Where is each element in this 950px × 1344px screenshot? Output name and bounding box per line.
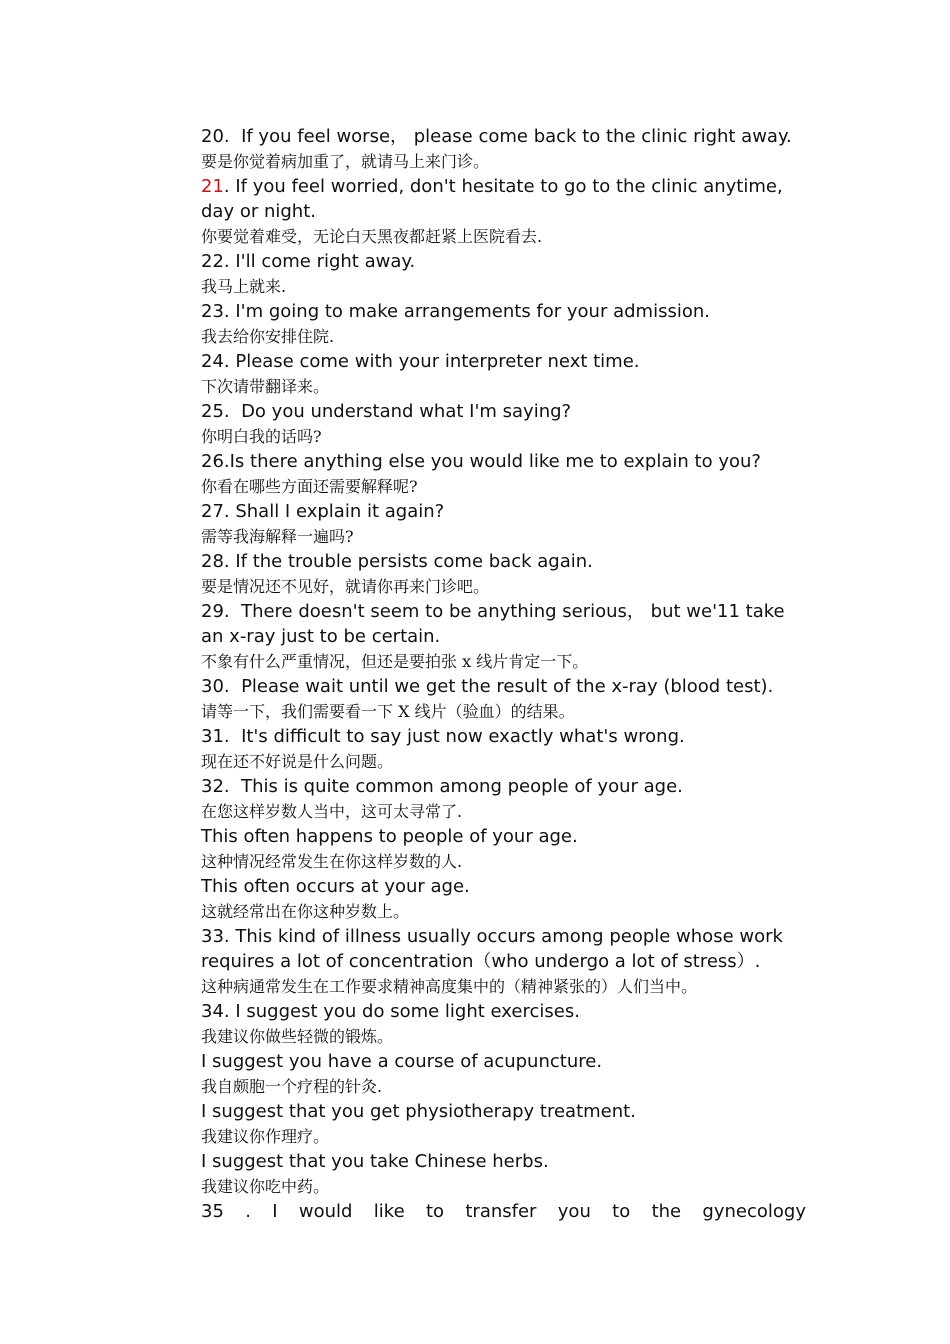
english-line: 25. Do you understand what I'm saying?: [201, 401, 572, 422]
english-line: [201, 174, 806, 224]
english-line: 28. If the trouble persists come back again.: [201, 551, 593, 572]
english-line: 23. I'm going to make arrangements for your admission.: [201, 301, 710, 322]
chinese-line: 这种病通常发生在工作要求精神高度集中的（精神紧张的）人们当中。: [201, 977, 698, 996]
english-line: 32. This is quite common among people of your age.: [201, 776, 683, 797]
chinese-line: 我去给你安排住院.: [201, 327, 335, 346]
english-line: I suggest that you get physiotherapy treatment.: [201, 1101, 636, 1122]
english-line: 34. I suggest you do some light exercises.: [201, 1001, 580, 1022]
chinese-line: 下次请带翻译来。: [201, 377, 330, 396]
document-page: [201, 124, 806, 1224]
chinese-line: 我自颇胞一个疗程的针灸.: [201, 1077, 383, 1096]
english-line: 30. Please wait until we get the result of the x-ray (blood test).: [201, 676, 774, 697]
english-line: 26.Is there anything else you would like me to explain to you?: [201, 451, 761, 472]
chinese-line: 这就经常出在你这种岁数上。: [201, 902, 410, 921]
english-line: 33. This kind of illness usually occurs among people whose work requires a lot of concentration（who undergo a lot of stress）.: [201, 926, 789, 972]
chinese-line: 我建议你做些轻微的锻炼。: [201, 1027, 394, 1046]
chinese-line: 不象有什么严重情况，但还是要拍张 x 线片肯定一下。: [201, 652, 589, 671]
english-line: 29. There doesn't seem to be anything serious， but we'11 take an x-ray just to be certain.: [201, 601, 791, 647]
chinese-line: 你明白我的话吗?: [201, 427, 322, 446]
english-line: 20. If you feel worse， please come back to the clinic right away.: [201, 126, 792, 147]
chinese-line: 这种情况经常发生在你这样岁数的人.: [201, 852, 463, 871]
chinese-line: 在您这样岁数人当中，这可太寻常了.: [201, 802, 463, 821]
chinese-line: 你要觉着难受，无论白天黑夜都赶紧上医院看去.: [201, 227, 543, 246]
chinese-line: 要是你觉着病加重了，就请马上来门诊。: [201, 152, 490, 171]
english-line: This often happens to people of your age.: [201, 826, 578, 847]
chinese-line: 我建议你作理疗。: [201, 1127, 330, 1146]
line-text: . If you feel worried, don't hesitate to go to the clinic anytime, day or night.: [201, 176, 789, 222]
english-line: 24. Please come with your interpreter next time.: [201, 351, 640, 372]
chinese-line: 我建议你吃中药。: [201, 1177, 330, 1196]
chinese-line: 请等一下，我们需要看一下 X 线片（验血）的结果。: [201, 702, 575, 721]
english-line: This often occurs at your age.: [201, 876, 470, 897]
chinese-line: 我马上就来.: [201, 277, 287, 296]
english-line: 27. Shall I explain it again?: [201, 501, 445, 522]
english-line: I suggest you have a course of acupuncture.: [201, 1051, 603, 1072]
english-line: 31. It's difficult to say just now exactly what's wrong.: [201, 726, 685, 747]
english-line: 22. I'll come right away.: [201, 251, 416, 272]
chinese-line: 现在还不好说是什么问题。: [201, 752, 394, 771]
english-line: 35 . I would like to transfer you to the gynecology: [201, 1201, 806, 1222]
chinese-line: 需等我海解释一遍吗?: [201, 527, 354, 546]
english-line: I suggest that you take Chinese herbs.: [201, 1151, 549, 1172]
chinese-line: 你看在哪些方面还需要解释呢?: [201, 477, 418, 496]
line-number: 21: [201, 176, 224, 197]
chinese-line: 要是情况还不见好，就请你再来门诊吧。: [201, 577, 490, 596]
